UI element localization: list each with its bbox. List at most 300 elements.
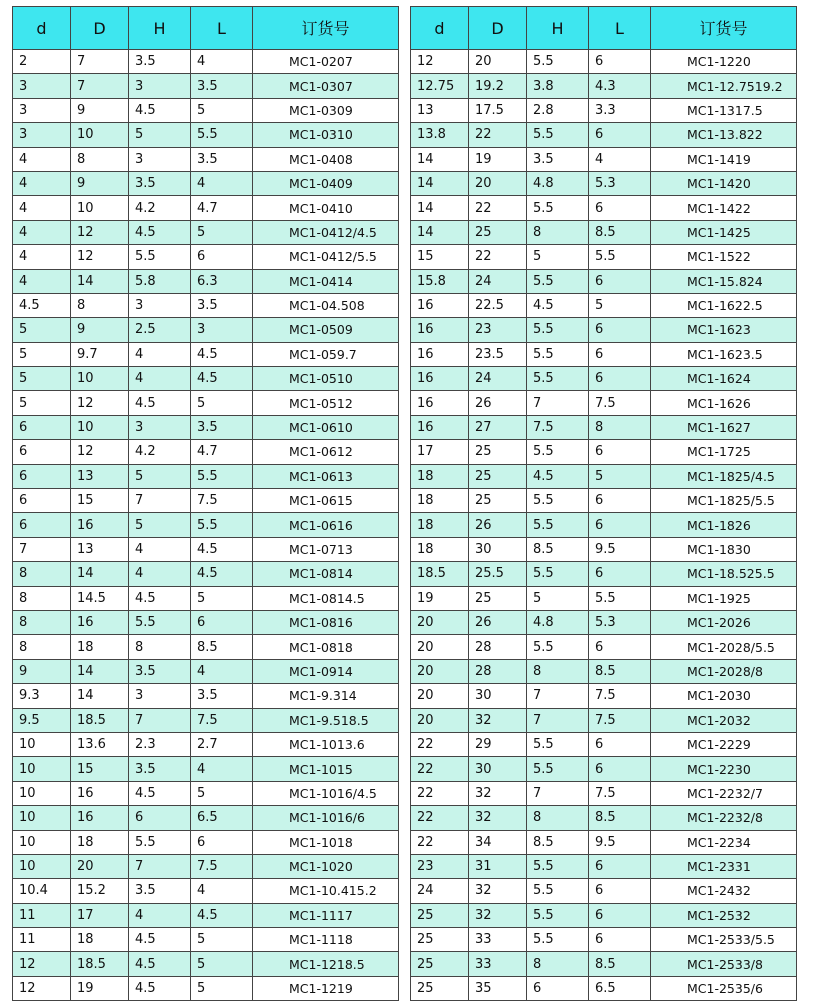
cell-d: 19 — [411, 586, 469, 610]
cell-d: 10 — [13, 830, 71, 854]
cell-L: 3.5 — [191, 684, 253, 708]
cell-D: 34 — [469, 830, 527, 854]
table-row — [411, 732, 797, 756]
cell-order-no: MC1-1419 — [651, 147, 797, 171]
cell-L: 5 — [191, 976, 253, 1000]
cell-D: 35 — [469, 976, 527, 1000]
spec-table-right — [410, 6, 797, 1001]
cell-L: 8.5 — [589, 220, 651, 244]
table-row — [411, 659, 797, 683]
table-row — [411, 610, 797, 634]
cell-H: 3 — [129, 684, 191, 708]
cell-L: 7.5 — [589, 391, 651, 415]
cell-L: 5.5 — [589, 245, 651, 269]
cell-D: 12 — [71, 440, 129, 464]
cell-D: 25 — [469, 220, 527, 244]
table-row — [13, 245, 399, 269]
cell-d: 12 — [13, 976, 71, 1000]
cell-H: 7.5 — [527, 415, 589, 439]
cell-order-no: MC1-1117 — [253, 903, 399, 927]
cell-H: 8 — [129, 635, 191, 659]
cell-D: 10 — [71, 196, 129, 220]
table-row — [411, 245, 797, 269]
cell-d: 12.75 — [411, 74, 469, 98]
cell-order-no: MC1-1015 — [253, 757, 399, 781]
cell-order-no: MC1-1623.5 — [651, 342, 797, 366]
cell-H: 8 — [527, 220, 589, 244]
cell-order-no: MC1-2229 — [651, 732, 797, 756]
cell-d: 16 — [411, 342, 469, 366]
cell-H: 5.5 — [527, 196, 589, 220]
cell-D: 9 — [71, 98, 129, 122]
cell-D: 32 — [469, 806, 527, 830]
table-row — [411, 537, 797, 561]
cell-d: 22 — [411, 757, 469, 781]
cell-d: 18 — [411, 464, 469, 488]
cell-D: 16 — [71, 610, 129, 634]
cell-D: 31 — [469, 854, 527, 878]
cell-d: 14 — [411, 196, 469, 220]
table-row — [13, 293, 399, 317]
cell-D: 18 — [71, 830, 129, 854]
cell-order-no: MC1-0512 — [253, 391, 399, 415]
cell-D: 25 — [469, 489, 527, 513]
cell-H: 7 — [527, 708, 589, 732]
cell-L: 4.5 — [191, 367, 253, 391]
cell-d: 18 — [411, 489, 469, 513]
cell-D: 18.5 — [71, 708, 129, 732]
cell-D: 20 — [469, 171, 527, 195]
cell-order-no: MC1-1825/4.5 — [651, 464, 797, 488]
cell-H: 2.8 — [527, 98, 589, 122]
cell-H: 5 — [527, 245, 589, 269]
cell-d: 3 — [13, 123, 71, 147]
table-row — [13, 147, 399, 171]
table-row — [411, 440, 797, 464]
cell-order-no: MC1-1825/5.5 — [651, 489, 797, 513]
cell-L: 6.5 — [191, 806, 253, 830]
cell-order-no: MC1-0509 — [253, 318, 399, 342]
cell-D: 28 — [469, 659, 527, 683]
cell-H: 4 — [129, 562, 191, 586]
cell-L: 4.7 — [191, 196, 253, 220]
cell-order-no: MC1-9.518.5 — [253, 708, 399, 732]
table-body-left — [13, 50, 399, 1001]
cell-L: 3.5 — [191, 415, 253, 439]
cell-L: 6 — [589, 489, 651, 513]
cell-H: 7 — [527, 684, 589, 708]
cell-D: 22 — [469, 245, 527, 269]
cell-D: 24 — [469, 367, 527, 391]
cell-D: 14.5 — [71, 586, 129, 610]
cell-H: 4 — [129, 537, 191, 561]
cell-L: 6 — [589, 318, 651, 342]
cell-L: 6 — [589, 879, 651, 903]
table-row — [13, 708, 399, 732]
cell-D: 13 — [71, 464, 129, 488]
cell-L: 7.5 — [589, 684, 651, 708]
cell-H: 5 — [129, 513, 191, 537]
cell-H: 3.5 — [129, 659, 191, 683]
cell-d: 9.3 — [13, 684, 71, 708]
cell-d: 10 — [13, 781, 71, 805]
cell-order-no: MC1-2331 — [651, 854, 797, 878]
cell-H: 3 — [129, 147, 191, 171]
cell-L: 9.5 — [589, 830, 651, 854]
cell-H: 3 — [129, 415, 191, 439]
table-row — [13, 489, 399, 513]
cell-L: 4 — [191, 879, 253, 903]
cell-order-no: MC1-2535/6 — [651, 976, 797, 1000]
cell-D: 25 — [469, 440, 527, 464]
cell-H: 8 — [527, 952, 589, 976]
cell-L: 5.3 — [589, 171, 651, 195]
cell-D: 19.2 — [469, 74, 527, 98]
cell-d: 16 — [411, 367, 469, 391]
cell-d: 3 — [13, 98, 71, 122]
cell-D: 13 — [71, 537, 129, 561]
cell-d: 14 — [411, 171, 469, 195]
cell-d: 24 — [411, 879, 469, 903]
cell-L: 6 — [589, 50, 651, 74]
cell-H: 5.5 — [527, 367, 589, 391]
cell-L: 7.5 — [589, 781, 651, 805]
table-row — [411, 464, 797, 488]
table-row — [411, 806, 797, 830]
cell-D: 10 — [71, 415, 129, 439]
table-row — [13, 562, 399, 586]
table-row — [13, 269, 399, 293]
cell-L: 3.5 — [191, 74, 253, 98]
cell-H: 7 — [527, 391, 589, 415]
cell-d: 4 — [13, 147, 71, 171]
table-row — [13, 367, 399, 391]
cell-L: 4.5 — [191, 903, 253, 927]
cell-H: 7 — [129, 708, 191, 732]
table-row — [13, 318, 399, 342]
cell-d: 25 — [411, 928, 469, 952]
cell-D: 12 — [71, 220, 129, 244]
cell-D: 8 — [71, 293, 129, 317]
table-row — [411, 513, 797, 537]
cell-order-no: MC1-1016/4.5 — [253, 781, 399, 805]
cell-order-no: MC1-0414 — [253, 269, 399, 293]
cell-D: 30 — [469, 537, 527, 561]
cell-L: 7.5 — [191, 854, 253, 878]
table-row — [411, 269, 797, 293]
cell-H: 5.5 — [129, 245, 191, 269]
cell-D: 19 — [71, 976, 129, 1000]
cell-d: 22 — [411, 732, 469, 756]
table-row — [13, 586, 399, 610]
cell-L: 5.5 — [589, 586, 651, 610]
table-row — [411, 952, 797, 976]
cell-order-no: MC1-1830 — [651, 537, 797, 561]
cell-order-no: MC1-1925 — [651, 586, 797, 610]
cell-H: 3 — [129, 74, 191, 98]
cell-order-no: MC1-0616 — [253, 513, 399, 537]
cell-d: 6 — [13, 415, 71, 439]
cell-d: 17 — [411, 440, 469, 464]
cell-d: 8 — [13, 586, 71, 610]
table-row — [411, 489, 797, 513]
cell-D: 33 — [469, 952, 527, 976]
cell-D: 19 — [469, 147, 527, 171]
cell-H: 7 — [129, 489, 191, 513]
cell-D: 25 — [469, 586, 527, 610]
cell-order-no: MC1-1826 — [651, 513, 797, 537]
cell-d: 18 — [411, 537, 469, 561]
table-row — [13, 684, 399, 708]
cell-d: 22 — [411, 830, 469, 854]
cell-order-no: MC1-1016/6 — [253, 806, 399, 830]
cell-d: 2 — [13, 50, 71, 74]
cell-order-no: MC1-1425 — [651, 220, 797, 244]
table-row — [411, 757, 797, 781]
cell-d: 4 — [13, 171, 71, 195]
cell-order-no: MC1-10.415.2 — [253, 879, 399, 903]
cell-H: 8.5 — [527, 830, 589, 854]
cell-H: 4.2 — [129, 196, 191, 220]
cell-L: 5 — [191, 586, 253, 610]
cell-d: 6 — [13, 464, 71, 488]
cell-d: 3 — [13, 74, 71, 98]
cell-H: 5.5 — [527, 879, 589, 903]
table-row — [411, 342, 797, 366]
header-order-no: 订货号 — [253, 7, 399, 50]
cell-D: 26 — [469, 610, 527, 634]
cell-order-no: MC1-0309 — [253, 98, 399, 122]
cell-d: 20 — [411, 684, 469, 708]
cell-L: 8.5 — [589, 806, 651, 830]
table-row — [13, 928, 399, 952]
cell-L: 4 — [191, 50, 253, 74]
cell-order-no: MC1-1013.6 — [253, 732, 399, 756]
cell-d: 18.5 — [411, 562, 469, 586]
cell-D: 25.5 — [469, 562, 527, 586]
cell-order-no: MC1-0310 — [253, 123, 399, 147]
cell-d: 4.5 — [13, 293, 71, 317]
cell-H: 4.5 — [129, 952, 191, 976]
cell-order-no: MC1-1220 — [651, 50, 797, 74]
cell-H: 4.5 — [129, 586, 191, 610]
cell-order-no: MC1-0307 — [253, 74, 399, 98]
table-row — [13, 440, 399, 464]
table-row — [13, 513, 399, 537]
table-row — [411, 830, 797, 854]
cell-D: 18 — [71, 928, 129, 952]
cell-H: 7 — [129, 854, 191, 878]
cell-H: 3.5 — [129, 50, 191, 74]
cell-L: 4.7 — [191, 440, 253, 464]
cell-H: 5.5 — [527, 440, 589, 464]
cell-D: 15 — [71, 489, 129, 513]
cell-order-no: MC1-2030 — [651, 684, 797, 708]
table-row — [13, 74, 399, 98]
cell-H: 8 — [527, 659, 589, 683]
cell-D: 14 — [71, 659, 129, 683]
table-row — [13, 196, 399, 220]
table-row — [411, 367, 797, 391]
cell-D: 23 — [469, 318, 527, 342]
cell-d: 16 — [411, 318, 469, 342]
cell-H: 4.5 — [129, 928, 191, 952]
cell-order-no: MC1-0610 — [253, 415, 399, 439]
cell-L: 6 — [589, 196, 651, 220]
cell-D: 18 — [71, 635, 129, 659]
table-row — [411, 976, 797, 1000]
cell-L: 7.5 — [191, 708, 253, 732]
cell-L: 6 — [191, 830, 253, 854]
table-row — [411, 50, 797, 74]
cell-order-no: MC1-1626 — [651, 391, 797, 415]
cell-L: 3.3 — [589, 98, 651, 122]
cell-order-no: MC1-2432 — [651, 879, 797, 903]
table-row — [13, 50, 399, 74]
cell-d: 25 — [411, 903, 469, 927]
table-row — [13, 830, 399, 854]
table-row — [411, 171, 797, 195]
cell-L: 4.5 — [191, 342, 253, 366]
cell-D: 27 — [469, 415, 527, 439]
table-row — [13, 464, 399, 488]
cell-H: 5.5 — [527, 562, 589, 586]
table-row — [411, 708, 797, 732]
table-row — [411, 854, 797, 878]
table-row — [13, 732, 399, 756]
cell-D: 23.5 — [469, 342, 527, 366]
cell-d: 12 — [13, 952, 71, 976]
cell-d: 20 — [411, 610, 469, 634]
cell-H: 6 — [527, 976, 589, 1000]
cell-order-no: MC1-2232/8 — [651, 806, 797, 830]
cell-order-no: MC1-2533/8 — [651, 952, 797, 976]
cell-d: 20 — [411, 659, 469, 683]
cell-D: 15.2 — [71, 879, 129, 903]
cell-order-no: MC1-13.822 — [651, 123, 797, 147]
cell-d: 11 — [13, 903, 71, 927]
cell-order-no: MC1-2028/8 — [651, 659, 797, 683]
cell-d: 23 — [411, 854, 469, 878]
cell-D: 8 — [71, 147, 129, 171]
cell-D: 30 — [469, 757, 527, 781]
cell-H: 5.5 — [527, 50, 589, 74]
cell-D: 22 — [469, 123, 527, 147]
cell-order-no: MC1-1725 — [651, 440, 797, 464]
cell-order-no: MC1-1622.5 — [651, 293, 797, 317]
cell-d: 14 — [411, 220, 469, 244]
cell-H: 4 — [129, 342, 191, 366]
cell-L: 5 — [191, 781, 253, 805]
header-row — [13, 7, 399, 50]
cell-H: 5.5 — [527, 123, 589, 147]
cell-d: 4 — [13, 245, 71, 269]
cell-D: 15 — [71, 757, 129, 781]
table-row — [13, 976, 399, 1000]
cell-d: 4 — [13, 220, 71, 244]
table-row — [411, 903, 797, 927]
cell-L: 5 — [191, 220, 253, 244]
cell-d: 11 — [13, 928, 71, 952]
table-row — [411, 928, 797, 952]
cell-L: 6 — [191, 610, 253, 634]
cell-D: 25 — [469, 464, 527, 488]
cell-order-no: MC1-0409 — [253, 171, 399, 195]
table-row — [13, 757, 399, 781]
cell-H: 4 — [129, 903, 191, 927]
table-row — [13, 854, 399, 878]
cell-D: 14 — [71, 269, 129, 293]
header-d: d — [411, 7, 469, 50]
table-row — [411, 415, 797, 439]
cell-L: 6.5 — [589, 976, 651, 1000]
cell-d: 8 — [13, 562, 71, 586]
table-row — [13, 123, 399, 147]
cell-L: 6 — [589, 903, 651, 927]
cell-order-no: MC1-2026 — [651, 610, 797, 634]
table-row — [411, 318, 797, 342]
cell-d: 18 — [411, 513, 469, 537]
table-row — [13, 610, 399, 634]
cell-L: 4 — [191, 659, 253, 683]
cell-d: 16 — [411, 391, 469, 415]
cell-d: 8 — [13, 635, 71, 659]
cell-H: 5 — [129, 464, 191, 488]
cell-H: 5.5 — [527, 513, 589, 537]
cell-L: 5.3 — [589, 610, 651, 634]
cell-H: 4.8 — [527, 171, 589, 195]
cell-D: 32 — [469, 879, 527, 903]
cell-D: 20 — [469, 50, 527, 74]
cell-d: 13 — [411, 98, 469, 122]
table-row — [13, 415, 399, 439]
cell-order-no: MC1-2234 — [651, 830, 797, 854]
table-row — [411, 293, 797, 317]
cell-H: 5 — [129, 123, 191, 147]
header-H: H — [527, 7, 589, 50]
cell-d: 4 — [13, 196, 71, 220]
cell-L: 3.5 — [191, 293, 253, 317]
cell-d: 20 — [411, 635, 469, 659]
cell-L: 8.5 — [191, 635, 253, 659]
cell-H: 5.5 — [527, 757, 589, 781]
cell-L: 6 — [589, 928, 651, 952]
cell-order-no: MC1-1218.5 — [253, 952, 399, 976]
cell-L: 6 — [589, 513, 651, 537]
cell-H: 3.5 — [129, 171, 191, 195]
table-row — [411, 74, 797, 98]
cell-L: 6 — [589, 342, 651, 366]
table-row — [411, 98, 797, 122]
cell-order-no: MC1-12.7519.2 — [651, 74, 797, 98]
cell-L: 8.5 — [589, 952, 651, 976]
cell-L: 6 — [589, 562, 651, 586]
cell-order-no: MC1-2532 — [651, 903, 797, 927]
cell-H: 5.5 — [527, 635, 589, 659]
cell-L: 3 — [191, 318, 253, 342]
cell-L: 5.5 — [191, 464, 253, 488]
cell-L: 6 — [589, 367, 651, 391]
cell-H: 4.5 — [129, 98, 191, 122]
cell-D: 16 — [71, 513, 129, 537]
cell-order-no: MC1-0412/5.5 — [253, 245, 399, 269]
cell-d: 14 — [411, 147, 469, 171]
cell-L: 6 — [589, 635, 651, 659]
cell-d: 12 — [411, 50, 469, 74]
cell-H: 5.5 — [527, 342, 589, 366]
cell-d: 6 — [13, 440, 71, 464]
cell-order-no: MC1-1317.5 — [651, 98, 797, 122]
